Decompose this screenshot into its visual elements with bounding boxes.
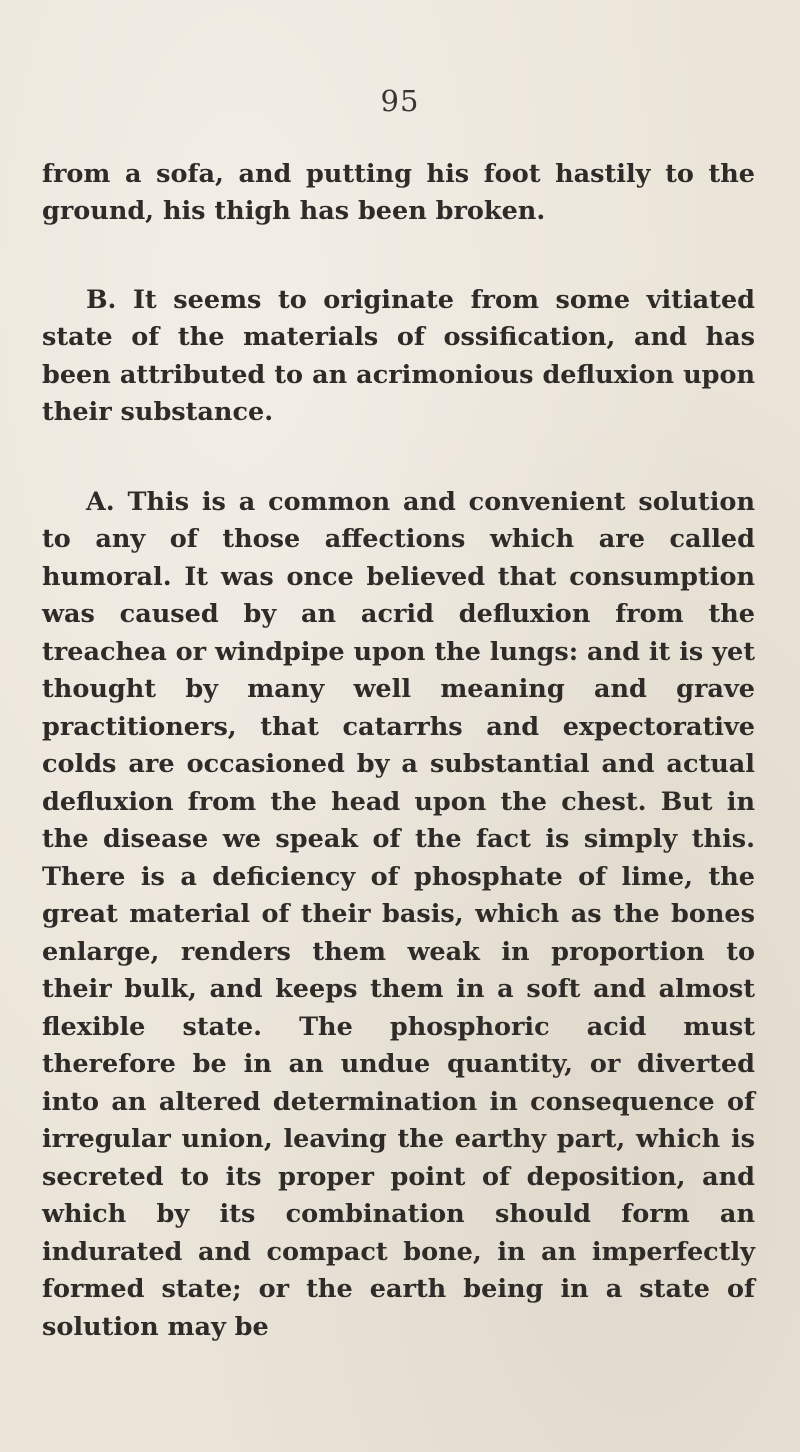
paragraph-b: B. It seems to originate from some vitiated state of the materials of ossification, and has been attributed to an acrimonious defluxion upon their substance. (42, 284, 755, 427)
paragraph-a: A. This is a common and convenient solution to any of those affections which are called humoral. It was once believed that consumption was caused by an acrid defluxion from the treachea or windpipe upon the lungs: and it is yet thought by many well meaning and grave practitioners, that catarrhs and expectorative colds are occasioned by a substantial and actual defluxion from the head upon the chest. But in the disease we speak of the fact is simply this. There is a deficiency of phosphate of lime, the great material of their basis, which as the bones enlarge, renders them weak in proportion to their bulk, and keeps them in a soft and almost flexible state. The phosphoric acid must therefore be in an undue quantity, or diverted into an altered determination in consequence of irregular union, leaving the earthy part, which is secreted to its proper point of deposition, and which by its combination should form an indurated and compact bone, in an imperfectly formed state; or the earth being in a state of solution may be (42, 486, 755, 1342)
page-number: 95 (380, 84, 420, 118)
paragraph-continuation: from a sofa, and putting his foot hastily to the ground, his thigh has been broken. (42, 158, 755, 226)
